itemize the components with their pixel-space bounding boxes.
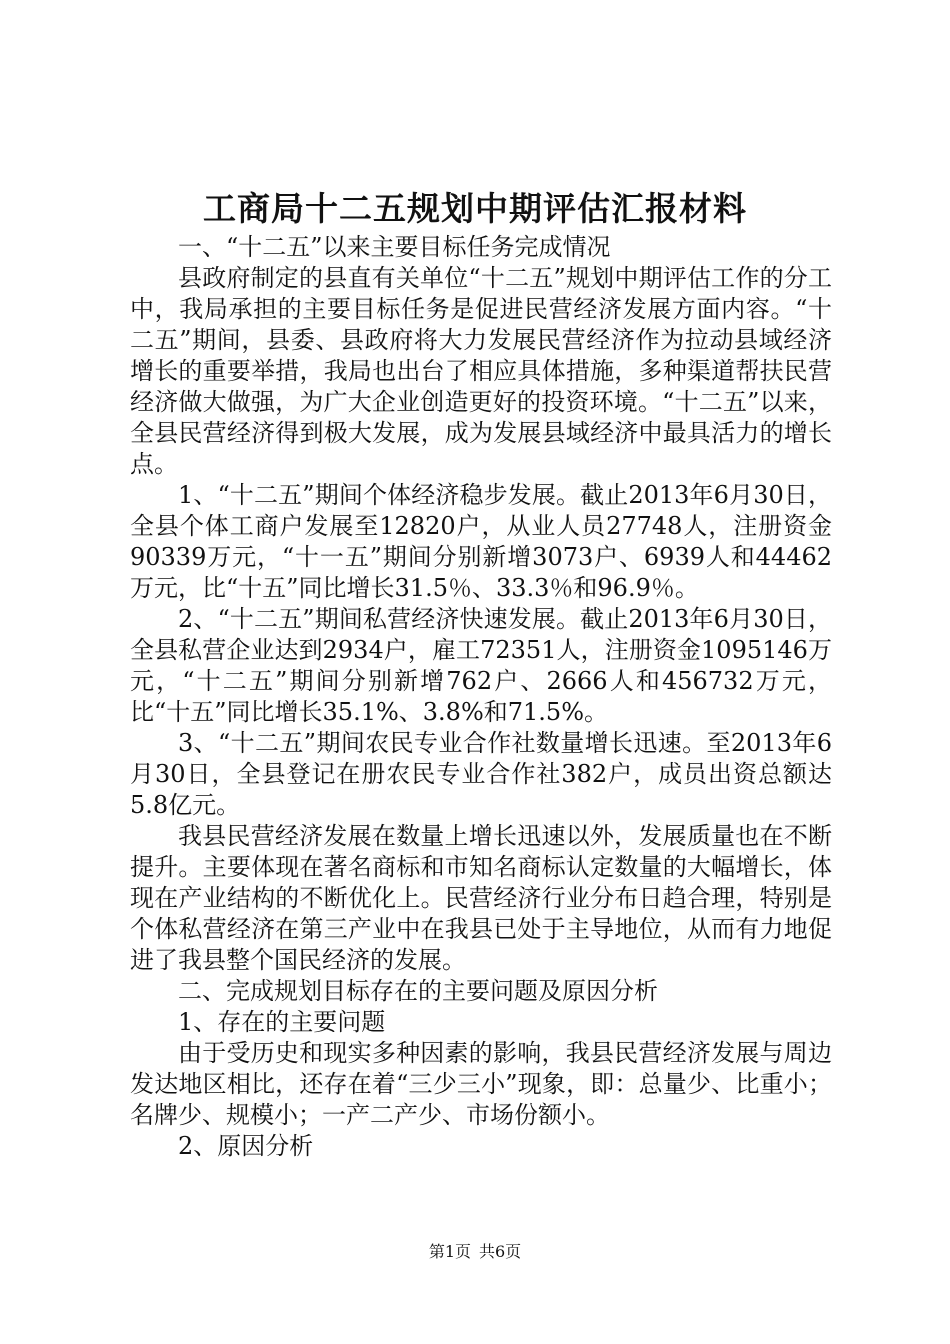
paragraph: 3、“十二五”期间农民专业合作社数量增长迅速。至2013年6月30日，全县登记在册农民专业合作社382户，成员出资总额达5.8亿元。: [130, 729, 832, 819]
document-title: 工商局十二五规划中期评估汇报材料: [203, 189, 747, 228]
paragraph: 2、“十二五”期间私营经济快速发展。截止2013年6月30日，全县私营企业达到2934户，雇工72351人，注册资金1095146万元，“十二五”期间分别新增762户、2666人和456732万元，比“十五”同比增长35.1%、3.8%和71.5%。: [130, 605, 832, 726]
subsection-heading: 2、原因分析: [178, 1132, 314, 1160]
paragraph: 由于受历史和现实多种因素的影响，我县民营经济发展与周边发达地区相比，还存在着“三少三小”现象，即：总量少、比重小；名牌少、规模小；一产二产少、市场份额小。: [130, 1039, 832, 1129]
page-number: 第1页: [428, 1242, 471, 1261]
paragraph: 1、“十二五”期间个体经济稳步发展。截止2013年6月30日，全县个体工商户发展至12820户，从业人员27748人，注册资金90339万元，“十一五”期间分别新增3073户、6939人和44462万元，比“十五”同比增长31.5％、33.3％和96.9％。: [130, 481, 832, 602]
paragraph: 我县民营经济发展在数量上增长迅速以外，发展质量也在不断提升。主要体现在著名商标和市知名商标认定数量的大幅增长，体现在产业结构的不断优化上。民营经济行业分布日趋合理，特别是个体私营经济在第三产业中在我县已处于主导地位，从而有力地促进了我县整个国民经济的发展。: [130, 822, 832, 974]
page-footer: [0, 1240, 950, 1264]
paragraph: 县政府制定的县直有关单位“十二五”规划中期评估工作的分工中，我局承担的主要目标任务是促进民营经济发展方面内容。“十二五”期间，县委、县政府将大力发展民营经济作为拉动县域经济增长的重要举措，我局也出台了相应具体措施，多种渠道帮扶民营经济做大做强，为广大企业创造更好的投资环境。“十二五”以来，全县民营经济得到极大发展，成为发展县域经济中最具活力的增长点。: [130, 264, 832, 478]
section-heading: 一、“十二五”以来主要目标任务完成情况: [178, 233, 611, 261]
subsection-heading: 1、存在的主要问题: [178, 1008, 386, 1036]
section-heading: 二、完成规划目标存在的主要问题及原因分析: [178, 977, 658, 1005]
page-total: 共6页: [479, 1242, 522, 1261]
document-body: [130, 232, 832, 1162]
